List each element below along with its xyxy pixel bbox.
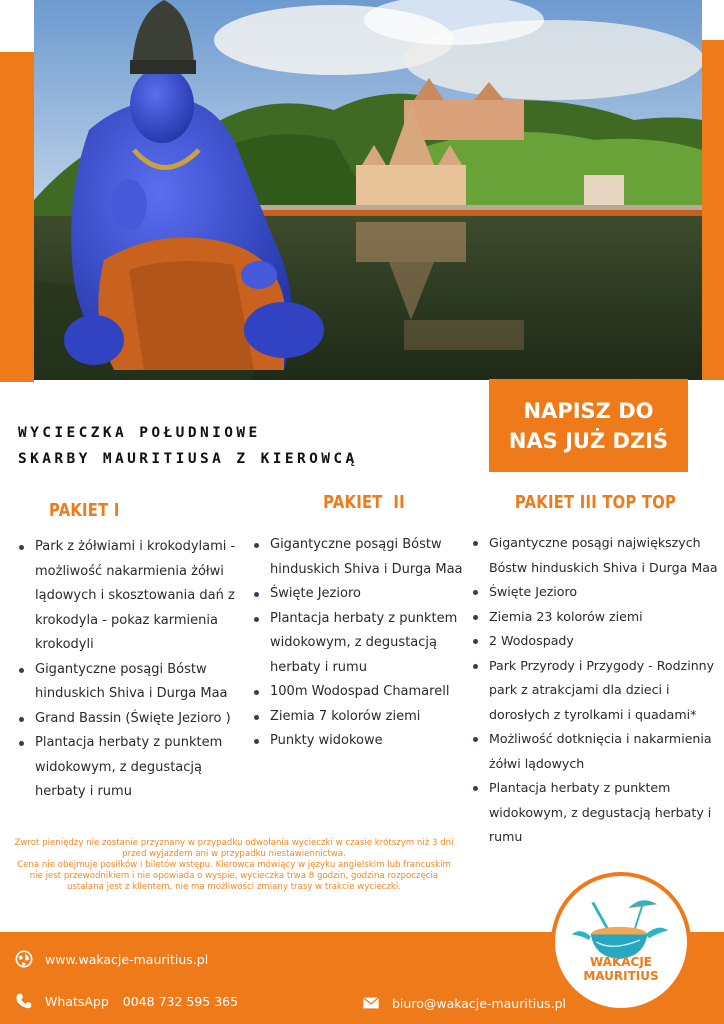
- package-3-title: PAKIET III TOP TOP: [514, 492, 677, 513]
- envelope-icon: [362, 994, 380, 1012]
- list-item: Plantacja herbaty z punktem widokowym, z degustacją herbaty i rumu: [35, 731, 253, 805]
- list-item: Park Przyrody i Przygody - Rodzinny park z atrakcjami dla dzieci i dorosłych z tyrolkami i quadami*: [489, 654, 724, 728]
- list-item: Możliwość dotknięcia i nakarmienia żółwi lądowych: [489, 727, 724, 776]
- list-item: Grand Bassin (Święte Jezioro ): [35, 707, 253, 732]
- list-item: Święte Jezioro: [489, 580, 724, 605]
- footer-email: [362, 994, 566, 1012]
- package-2-list: [248, 533, 480, 754]
- coconut-drink-icon: [555, 876, 687, 1008]
- website-link[interactable]: www.wakacje-mauritius.pl: [45, 951, 209, 967]
- contact-cta-box[interactable]: [489, 379, 688, 472]
- tour-title-line-1: WYCIECZKA POŁUDNIOWE: [18, 425, 261, 441]
- fine-print: [14, 838, 454, 893]
- list-item: 100m Wodospad Chamarell: [270, 680, 480, 705]
- orange-side-bar-right: [702, 40, 724, 380]
- whatsapp-label: WhatsApp: [45, 993, 109, 1009]
- package-2-title: PAKIET II: [323, 492, 405, 513]
- logo-text-line-2: MAURITIUS: [583, 969, 659, 983]
- list-item: Gigantyczne posągi Bóstw hinduskich Shiva i Durga Maa: [270, 533, 480, 582]
- orange-side-bar-left: [0, 52, 34, 382]
- email-link[interactable]: biuro@wakacje-mauritius.pl: [392, 995, 567, 1011]
- globe-icon: [15, 950, 33, 968]
- fine-print-terms: Cena nie obejmuje posiłków i biletów wstępu. Kierowca mówiący w języku angielskim lub francuskim nie jest przewodnikiem i nie opowiada o wyspie, wycieczka trwa 8 godzin, godzina rozpoczęcia ustalana jest z klientem, nie ma możliwości zmiany trasy w trakcie wycieczki.: [17, 860, 451, 892]
- footer-phone: [15, 992, 238, 1010]
- brand-logo: [551, 872, 691, 1012]
- cta-line-1: NAPISZ DO: [523, 398, 654, 423]
- list-item: Ziemia 7 kolorów ziemi: [270, 705, 480, 730]
- list-item: Gigantyczne posągi największych Bóstw hinduskich Shiva i Durga Maa: [489, 531, 724, 580]
- package-3: [467, 492, 724, 850]
- package-3-list: [467, 531, 724, 850]
- list-item: Gigantyczne posągi Bóstw hinduskich Shiva i Durga Maa: [35, 658, 253, 707]
- list-item: Plantacja herbaty z punktem widokowym, z degustacją herbaty i rumu: [270, 607, 480, 681]
- logo-text-line-1: WAKACJE: [589, 955, 653, 969]
- list-item: Ziemia 23 kolorów ziemi: [489, 605, 724, 630]
- footer-website: [15, 950, 208, 968]
- tour-title-line-2: SKARBY MAURITIUSA Z KIEROWCĄ: [18, 451, 358, 467]
- phone-number[interactable]: 0048 732 595 365: [122, 993, 239, 1009]
- cta-line-2: NAS JUŻ DZIŚ: [508, 428, 669, 453]
- list-item: Park z żółwiami i krokodylami - możliwość nakarmienia żółwi lądowych i skosztowania dań z krokodyla - pokaz karmienia krokodyli: [35, 535, 253, 658]
- package-2: [248, 492, 480, 754]
- list-item: Punkty widokowe: [270, 729, 480, 754]
- list-item: Plantacja herbaty z punktem widokowym, z degustacją herbaty i rumu: [489, 776, 724, 850]
- phone-icon: [15, 992, 33, 1010]
- package-1-title: PAKIET I: [49, 500, 120, 521]
- list-item: 2 Wodospady: [489, 629, 724, 654]
- package-1-list: [8, 535, 253, 805]
- list-item: Święte Jezioro: [270, 582, 480, 607]
- fine-print-refund: Zwrot pieniędzy nie zostanie przyznany w przypadku odwołania wycieczki w czasie krótszym niż 3 dni przed wyjazdem ani w przypadku niestawiennictwa.: [14, 838, 454, 859]
- package-1: [8, 500, 253, 805]
- tour-title: [18, 420, 478, 472]
- hero-photo: [34, 0, 702, 380]
